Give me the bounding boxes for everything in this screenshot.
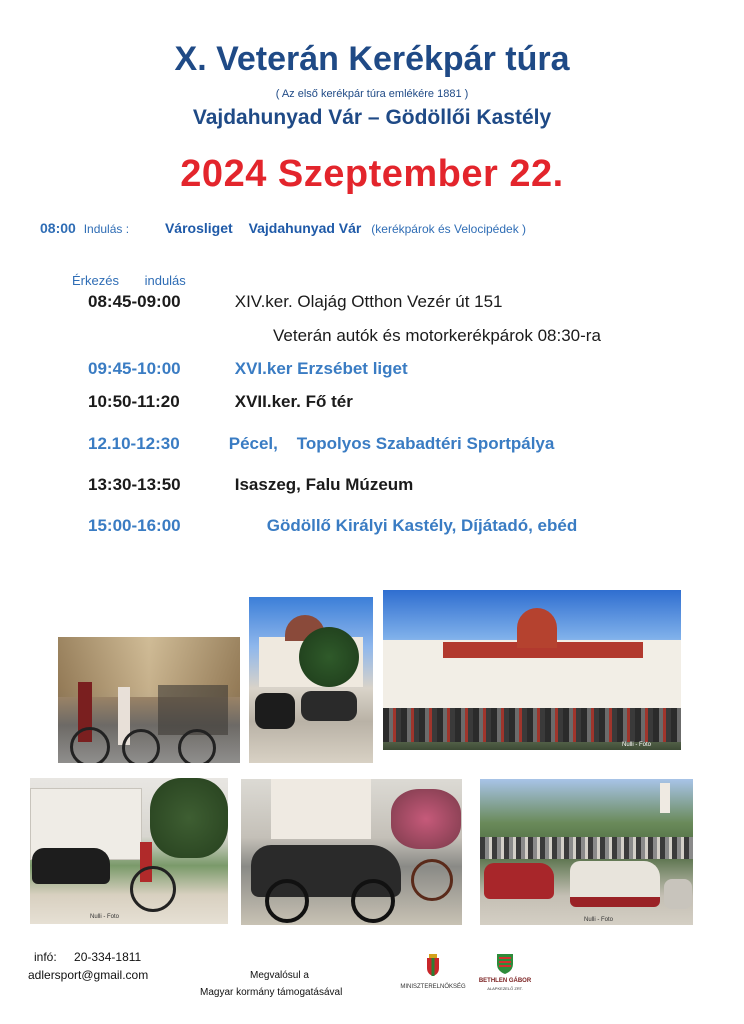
photo-vintage-cars-square bbox=[480, 779, 693, 925]
event-date: 2024 Szeptember 22. bbox=[180, 153, 564, 195]
schedule-time: 08:45-09:00 bbox=[88, 292, 181, 311]
schedule-header bbox=[72, 273, 186, 288]
start-line bbox=[40, 220, 526, 236]
schedule-place: Isaszeg, Falu Múzeum bbox=[234, 475, 414, 494]
schedule-place: XVII.ker. Fő tér bbox=[234, 392, 353, 411]
arrive-header: Érkezés bbox=[72, 273, 119, 288]
logo2-text1: BETHLEN GÁBOR bbox=[478, 978, 532, 984]
schedule-time: 09:45-10:00 bbox=[88, 359, 181, 378]
logo2-text2: ALAPKEZELŐ ZRT. bbox=[487, 986, 523, 991]
schedule-place: Pécel, Topolyos Szabadtéri Sportpálya bbox=[228, 434, 555, 453]
schedule-time: 10:50-11:20 bbox=[88, 392, 180, 411]
schedule-place: XIV.ker. Olajág Otthon Vezér út 151 bbox=[234, 292, 503, 311]
schedule-row bbox=[88, 392, 353, 412]
start-place2: Vajdahunyad Vár bbox=[248, 220, 362, 236]
coat-of-arms-icon bbox=[426, 954, 440, 976]
schedule-row bbox=[88, 434, 554, 454]
photo-vintage-car-tricycle bbox=[30, 778, 228, 924]
schedule-row bbox=[88, 516, 577, 536]
support-line2: Magyar kormány támogatásával bbox=[200, 987, 343, 998]
schedule-place: XVI.ker Erzsébet liget bbox=[234, 359, 408, 378]
info-phone: 20-334-1811 bbox=[74, 950, 142, 964]
start-note: (kerékpárok és Velocipédek ) bbox=[371, 222, 527, 236]
info-line bbox=[34, 950, 141, 964]
support-line1: Megvalósul a bbox=[250, 970, 309, 981]
schedule-time: 13:30-13:50 bbox=[88, 475, 181, 494]
info-email: adlersport@gmail.com bbox=[28, 968, 149, 982]
schedule-row bbox=[88, 475, 413, 495]
photo-watermark: Nulli - Foto bbox=[90, 914, 120, 920]
start-label: Indulás : bbox=[83, 222, 130, 236]
poster-subtitle: ( Az első kerékpár túra emlékére 1881 ) bbox=[275, 88, 469, 100]
start-time: 08:00 bbox=[40, 220, 76, 236]
schedule-note-text: Veterán autók és motorkerékpárok 08:30-ra bbox=[273, 326, 601, 345]
depart-header: indulás bbox=[144, 273, 186, 288]
schedule-row bbox=[88, 292, 503, 312]
photo-godollo-palace-crowd bbox=[383, 590, 681, 750]
photo-motorcycles-palace bbox=[249, 597, 373, 763]
start-place1: Városliget bbox=[164, 220, 233, 236]
schedule-place: Gödöllő Királyi Kastély, Díjátadó, ebéd bbox=[266, 516, 578, 535]
photo-cyclists-costume bbox=[58, 637, 240, 763]
schedule-time: 12.10-12:30 bbox=[88, 434, 180, 453]
logo1-text: MINISZTERELNÖKSÉG bbox=[400, 984, 466, 990]
schedule-row bbox=[88, 359, 408, 379]
poster-title: X. Veterán Kerékpár túra bbox=[174, 40, 570, 78]
photo-watermark: Nulli - Foto bbox=[621, 742, 651, 748]
schedule-time: 15:00-16:00 bbox=[88, 516, 181, 535]
photo-watermark: Nulli - Foto bbox=[584, 917, 614, 923]
bga-logo-icon bbox=[496, 952, 514, 974]
schedule-note bbox=[273, 326, 601, 346]
photo-vintage-cars-cyclists bbox=[241, 779, 462, 925]
info-label: infó: bbox=[34, 950, 57, 964]
route-title: Vajdahunyad Vár – Gödöllői Kastély bbox=[192, 106, 552, 129]
